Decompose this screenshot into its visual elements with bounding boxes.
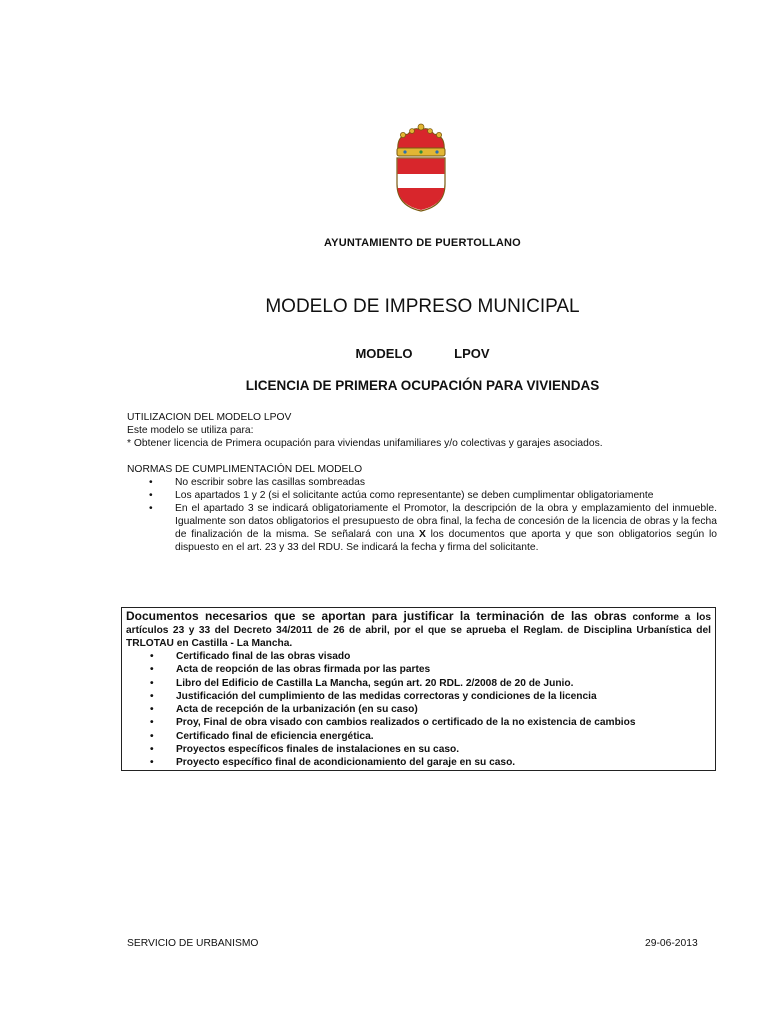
bullet-icon: • [149,477,153,488]
bullet-icon: • [150,744,154,756]
document-text: Certificado final de las obras visado [176,651,351,662]
bullet-icon: • [150,704,154,716]
coat-of-arms-icon [390,122,452,212]
documents-list [126,650,711,770]
document-text: Acta de reopción de las obras firmada por las partes [176,664,431,676]
rule-text: En el apartado 3 se indicará obligatoriamente el Promotor, la descripción de la obra y emplazamiento del inmueble. Igualmente son datos obligatorios el presupuesto de obra final, la fecha de concesión de la licencia de obras y la fecha de finalización de la misma. Se señalará con una [175,503,717,540]
rule-text: No escribir sobre las casillas sombreadas [175,477,365,488]
document-text: Libro del Edificio de Castilla La Mancha, según art. 20 RDL. 2/2008 de 20 de Junio. [176,677,574,689]
document-text: Justificación del cumplimiento de las medidas correctoras y condiciones de la licencia [176,690,597,702]
list-item [126,756,711,769]
bullet-icon: • [150,757,154,769]
bullet-icon: • [150,651,154,662]
rule-text: los documentos que aporta y que son obligatorios según lo dispuesto en el art. 23 y 33 del RDU. Se indicará la fecha y firma del solicitante. [175,529,717,553]
list-item [127,489,717,502]
document-text: Certificado final de eficiencia energética. [176,730,374,742]
document-text: Proy, Final de obra visado con cambios realizados o certificado de la no existencia de cambios [176,717,636,729]
documents-heading-main: Documentos necesarios que se aportan para justificar la terminación de las obras [126,609,627,623]
list-item [126,716,711,729]
bullet-icon: • [150,730,154,742]
modelo-label: MODELO [355,346,413,361]
rule-text: Los apartados 1 y 2 (si el solicitante actúa como representante) se deben cumplimentar obligatoriamente [175,490,654,501]
document-text: Proyectos específicos finales de instalaciones en su caso. [176,744,460,756]
list-item [126,663,711,676]
usage-line: * Obtener licencia de Primera ocupación para viviendas unifamiliares y/o colectivas y garajes asociados. [127,438,603,449]
list-item [126,650,711,663]
list-item [127,476,717,489]
list-item [126,730,711,743]
licence-title: LICENCIA DE PRIMERA OCUPACIÓN PARA VIVIENDAS [245,378,600,393]
modelo-line [0,346,770,361]
rules-heading: NORMAS DE CUMPLIMENTACIÓN DEL MODELO [127,464,363,475]
bullet-icon: • [150,677,154,689]
documents-heading-rest: conforme a los artículos 23 y 33 del Decreto 34/2011 de 26 de abril, por el que se aprueba el Reglam. de Disciplina Urbanística del TRLOTAU en Castilla - La Mancha. [126,612,711,649]
organization-name: AYUNTAMIENTO DE PUERTOLLANO [324,237,521,249]
crown-icon [397,124,445,156]
list-item [126,690,711,703]
rules-section [127,463,717,554]
document-text: Proyecto específico final de acondicionamiento del garaje en su caso. [176,757,516,769]
footer-date: 29-06-2013 [645,938,698,949]
modelo-code: LPOV [454,346,490,361]
usage-section [127,411,717,450]
list-item [127,502,717,554]
bullet-icon: • [150,690,154,702]
document-text: Acta de recepción de la urbanización (en su caso) [176,704,418,716]
list-item [126,677,711,690]
shield-icon [397,158,445,211]
bullet-icon: • [150,664,154,676]
documents-heading [126,610,711,650]
page-title: MODELO DE IMPRESO MUNICIPAL [265,296,580,317]
bullet-icon: • [149,503,153,514]
footer-department: SERVICIO DE URBANISMO [127,938,259,949]
list-item [126,743,711,756]
usage-line: Este modelo se utiliza para: [127,425,254,436]
rule-mark: X [418,529,426,540]
bullet-icon: • [149,490,153,501]
documents-box [121,607,716,771]
bullet-icon: • [150,717,154,729]
list-item [126,703,711,716]
rules-list [127,476,717,554]
usage-heading: UTILIZACION DEL MODELO LPOV [127,412,292,423]
